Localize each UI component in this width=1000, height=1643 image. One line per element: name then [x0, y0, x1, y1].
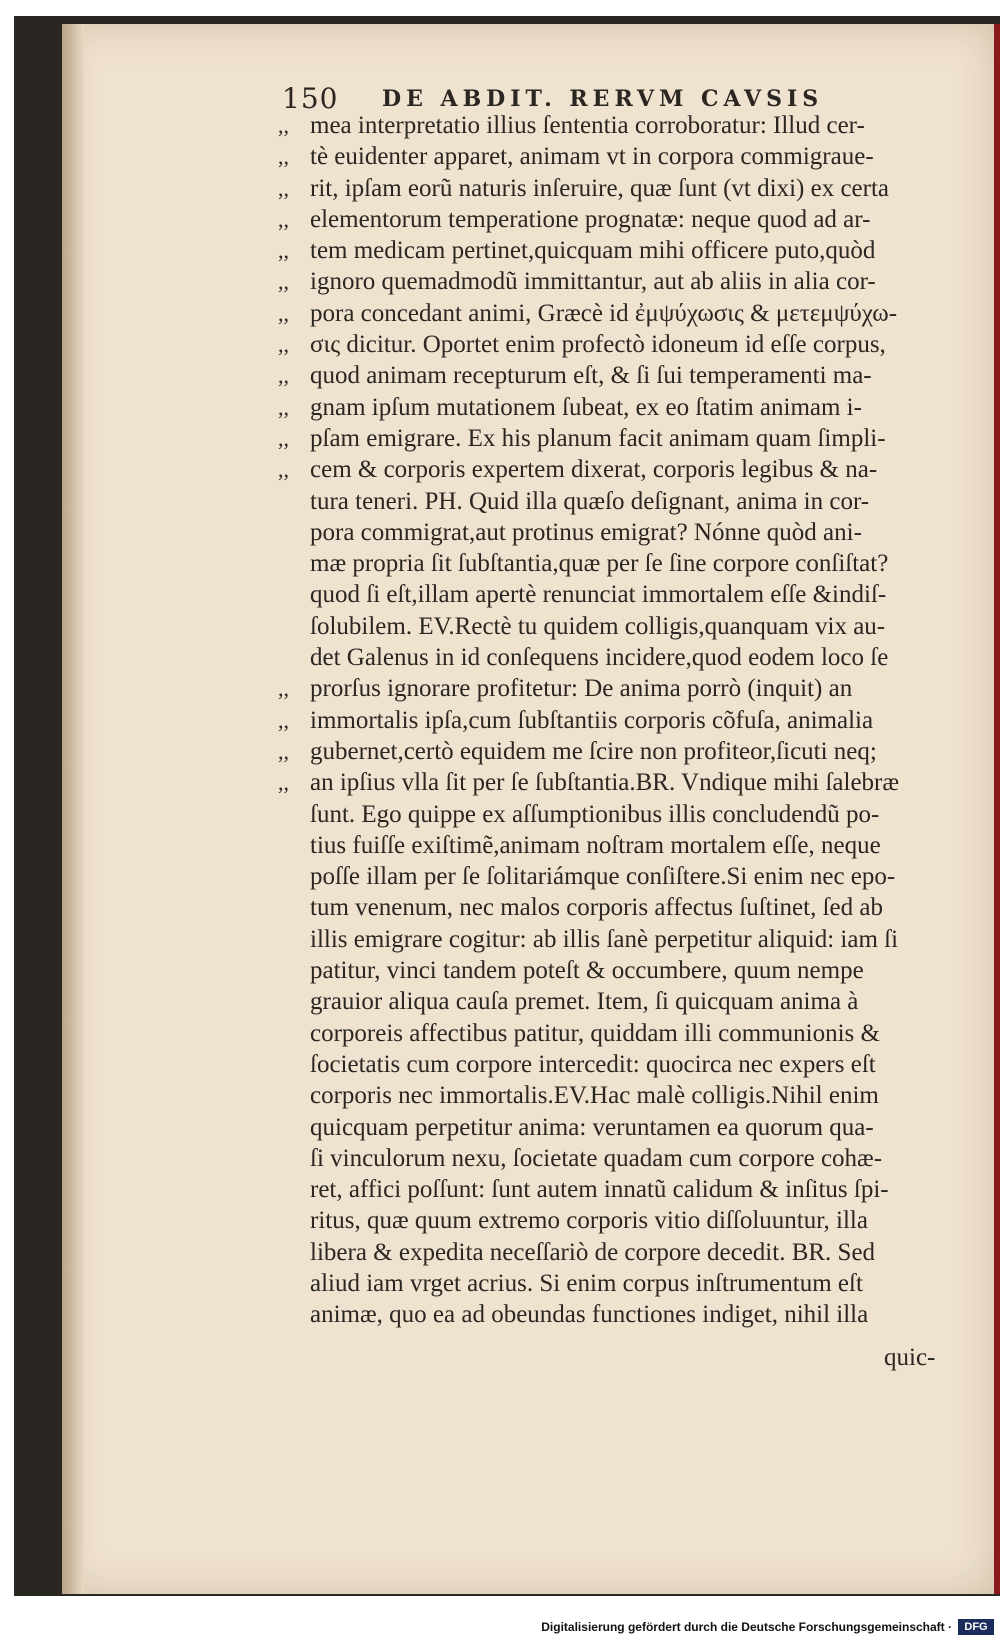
text-line: [278, 423, 958, 454]
quotation-marker: [278, 986, 310, 1017]
quotation-marker: [278, 1299, 310, 1330]
line-text: mæ propria ſit ſubſtantia,quæ per ſe ſine corpore conſiſtat?: [310, 550, 889, 578]
quotation-marker: [278, 1205, 310, 1236]
quotation-marker: ,,: [278, 770, 289, 796]
quotation-marker: ,,: [278, 238, 289, 264]
line-text: quod animam recepturum eſt, & ſi ſui temperamenti ma-: [310, 362, 872, 390]
quotation-marker: [278, 517, 310, 548]
text-line: [278, 767, 958, 798]
line-text: quicquam perpetitur anima: veruntamen ea quorum qua-: [310, 1113, 874, 1141]
line-text: gnam ipſum mutationem ſubeat, ex eo ſtatim animam i-: [310, 393, 862, 421]
quotation-marker: [278, 548, 310, 579]
text-line: [278, 235, 958, 266]
line-text: patitur, vinci tandem poteſt & occumbere, quum nempe: [310, 957, 864, 985]
line-text: tius fuiſſe exiſtimẽ,animam noſtram mortalem eſſe, neque: [310, 831, 881, 859]
running-head: DE ABDIT. RERVM CAVSIS: [382, 86, 824, 112]
line-text: tè euidenter apparet, animam vt in corpora commigraue-: [310, 143, 874, 171]
quotation-marker: ,,: [278, 206, 289, 232]
text-line: [278, 266, 958, 297]
line-text: σις dicitur. Oportet enim profectò idoneum id eſſe corpus,: [310, 331, 886, 359]
quotation-marker: ,,: [278, 738, 289, 764]
quotation-marker: ,,: [278, 332, 289, 358]
line-text: cem & corporis expertem dixerat, corporis legibus & na-: [310, 456, 878, 484]
text-line: [278, 486, 958, 517]
quotation-marker: [278, 1143, 310, 1174]
line-text: corporis nec immortalis.EV.Hac malè colligis.Nihil enim: [310, 1082, 879, 1110]
text-line: [278, 454, 958, 485]
quotation-marker: [278, 611, 310, 642]
line-text: ſi vinculorum nexu, ſocietate quadam cum corpore cohæ-: [310, 1144, 883, 1172]
quotation-marker: [278, 486, 310, 517]
line-text: grauior aliqua cauſa premet. Item, ſi quicquam anima à: [310, 988, 859, 1016]
line-text: ſolubilem. EV.Rectè tu quidem colligis,quanquam vix au-: [310, 612, 886, 640]
text-line: [278, 1174, 958, 1205]
quotation-marker: [278, 1018, 310, 1049]
quotation-marker: [278, 1080, 310, 1111]
text-line: [278, 861, 958, 892]
text-line: [278, 1299, 958, 1330]
funding-credit: Digitalisierung gefördert durch die Deutsche Forschungsgemeinschaft ·: [541, 1620, 952, 1634]
quotation-marker: [278, 1112, 310, 1143]
line-text: ſocietatis cum corpore intercedit: quocirca nec expers eſt: [310, 1050, 876, 1078]
text-line: [278, 1237, 958, 1268]
quotation-marker: [278, 861, 310, 892]
text-line: [278, 799, 958, 830]
line-text: immortalis ipſa,cum ſubſtantiis corporis cõfuſa, animalia: [310, 706, 874, 734]
quotation-marker: [278, 830, 310, 861]
quotation-marker: ,,: [278, 457, 289, 483]
text-line: [278, 924, 958, 955]
line-text: elementorum temperatione prognatæ: neque quod ad ar-: [310, 205, 871, 233]
quotation-marker: ,,: [278, 394, 289, 420]
quotation-marker: ,,: [278, 707, 289, 733]
catchword: quic-: [884, 1344, 936, 1371]
text-line: [278, 579, 958, 610]
text-line: [278, 110, 958, 141]
line-text: ret, affici poſſunt: ſunt autem innatũ calidum & inſitus ſpi-: [310, 1176, 889, 1204]
line-text: aliud iam vrget acrius. Si enim corpus inſtrumentum eſt: [310, 1269, 863, 1297]
quotation-marker: [278, 1174, 310, 1205]
text-line: [278, 173, 958, 204]
line-text: animæ, quo ea ad obeundas functiones indiget, nihil illa: [310, 1301, 869, 1329]
text-line: [278, 298, 958, 329]
line-text: illis emigrare cogitur: ab illis ſanè perpetitur aliquid: iam ſi: [310, 925, 899, 953]
quotation-marker: [278, 1268, 310, 1299]
quotation-marker: ,,: [278, 363, 289, 389]
text-line: [278, 141, 958, 172]
text-line: [278, 1049, 958, 1080]
quotation-marker: [278, 892, 310, 923]
quotation-marker: ,,: [278, 144, 289, 170]
line-text: tum venenum, nec malos corporis affectus ſuſtinet, ſed ab: [310, 894, 883, 922]
text-line: [278, 1143, 958, 1174]
line-text: gubernet,certò equidem me ſcire non profiteor,ſicuti neq;: [310, 737, 877, 765]
text-line: [278, 517, 958, 548]
line-text: tura teneri. PH. Quid illa quæſo deſignant, anima in cor-: [310, 487, 870, 515]
text-line: [278, 611, 958, 642]
text-line: [278, 642, 958, 673]
line-text: tem medicam pertinet,quicquam mihi officere puto,quòd: [310, 237, 876, 265]
text-line: [278, 1205, 958, 1236]
quotation-marker: ,,: [278, 300, 289, 326]
line-text: rit, ipſam eorũ naturis inſeruire, quæ ſunt (vt dixi) ex certa: [310, 174, 890, 202]
text-line: [278, 329, 958, 360]
body-text: [278, 110, 958, 1331]
binding-strip: [994, 24, 1000, 1594]
text-line: [278, 1112, 958, 1143]
line-text: pora commigrat,aut protinus emigrat? Nónne quòd ani-: [310, 518, 862, 546]
quotation-marker: [278, 1237, 310, 1268]
line-text: mea interpretatio illius ſententia corroboratur: Illud cer-: [310, 112, 865, 139]
line-text: ſunt. Ego quippe ex aſſumptionibus illis concludendũ po-: [310, 800, 880, 828]
line-text: poſſe illam per ſe ſolitariámque conſiſtere.Si enim nec epo-: [310, 863, 896, 891]
text-line: [278, 673, 958, 704]
text-line: [278, 892, 958, 923]
line-text: pora concedant animi, Græcè id ἐμψύχωσις & μετεμψύχω-: [310, 299, 898, 327]
text-line: [278, 204, 958, 235]
text-line: [278, 1018, 958, 1049]
text-line: [278, 705, 958, 736]
quotation-marker: ,,: [278, 113, 289, 138]
text-line: [278, 830, 958, 861]
line-text: ignoro quemadmodũ immittantur, aut ab aliis in alia cor-: [310, 268, 876, 296]
line-text: prorſus ignorare profitetur: De anima porrò (inquit) an: [310, 675, 853, 703]
quotation-marker: [278, 1049, 310, 1080]
line-text: quod ſi eſt,illam apertè renunciat immortalem eſſe &indiſ-: [310, 581, 887, 609]
quotation-marker: ,,: [278, 425, 289, 451]
text-line: [278, 548, 958, 579]
quotation-marker: ,,: [278, 175, 289, 201]
page-gutter-edge: [62, 24, 84, 1594]
text-line: [278, 1080, 958, 1111]
quotation-marker: ,,: [278, 269, 289, 295]
quotation-marker: [278, 924, 310, 955]
line-text: det Galenus in id conſequens incidere,quod eodem loco ſe: [310, 644, 889, 672]
quotation-marker: ,,: [278, 676, 289, 702]
quotation-marker: [278, 642, 310, 673]
text-line: [278, 955, 958, 986]
quotation-marker: [278, 955, 310, 986]
line-text: an ipſius vlla ſit per ſe ſubſtantia.BR. Vndique mihi ſalebræ: [310, 769, 900, 797]
line-text: pſam emigrare. Ex his planum facit animam quam ſimpli-: [310, 424, 886, 452]
text-line: [278, 1268, 958, 1299]
text-line: [278, 392, 958, 423]
line-text: corporeis affectibus patitur, quiddam illi communionis &: [310, 1019, 880, 1047]
quotation-marker: [278, 799, 310, 830]
line-text: ritus, quæ quum extremo corporis vitio diſſoluuntur, illa: [310, 1207, 868, 1235]
text-line: [278, 736, 958, 767]
page-number: 150: [282, 82, 339, 115]
quotation-marker: [278, 579, 310, 610]
text-line: [278, 360, 958, 391]
line-text: libera & expedita neceſſariò de corpore decedit. BR. Sed: [310, 1238, 876, 1266]
text-line: [278, 986, 958, 1017]
dfg-logo: DFG: [958, 1619, 994, 1635]
